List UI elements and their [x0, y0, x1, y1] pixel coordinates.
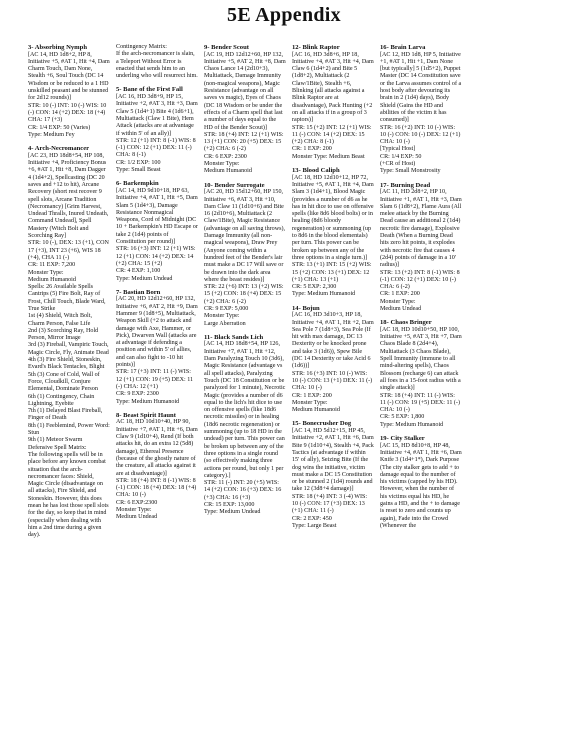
column-3	[204, 44, 286, 732]
entry-title: 13- Blood Caliph	[292, 167, 340, 175]
column-5	[380, 44, 462, 732]
entry-title: 10- Bender Surrogate	[204, 181, 265, 189]
entry	[292, 420, 374, 530]
entry-body: [AC 14, HD 9d10+18, HP 63, Initiative +4, #AT 1, Hit +5, Dam Slam 5 (1d4+3), Damage Resistance Nonmagical Weapons, Cord of Midnight (DC 10 + Barkempkin's HD Escape or take 2 (1d4) points of Constitution per round)] STR: 16 (+3) INT: 12 (+1) WIS: 12 (+1) CON: 14 (+2) DEX: 14 (+2) CHA: 15 (+2) CR: 4 EXP: 1,100 Type: Medium Undead	[116, 187, 198, 282]
entry	[204, 182, 286, 328]
entry-body: AC 18, HD 10d10+40, HP 90, Initiative +7, #AT 1, Hit +6, Dam Claw 9 (1d10+4), Rend (If both attacks hit, do an extra 12 (5d8) damage), Ethereal Presence (because of the ghostly nature of the creature, all attacks against it are at disadvantage)] STR: 18 (+4) INT: 8 (-1) WIS: 8 (-1) CON: 18 (+4) DEX: 18 (+4) CHA: 10 (-) CR: 6 EXP:2300 Monster Type: Medium Undead	[116, 419, 198, 521]
entry-body: [AC 16, HD 3d8+9, HP 15, Initiative +2, #AT 3, Hit +3, Dam Claw 5 (1d4+1) Bite 4 (1d6+1), Multiattack (Claw 1 Bite), Hem Attack (attacks are at advantage if within 5' of an ally)] STR: 12 (+1) INT: 8 (-1) WIS: 8 (-1) CON: 12 (+1) DEX: 11 (-) CHA: 8 (-1) CR: 1/2 EXP: 100 Type: Small Beast	[116, 94, 198, 174]
page-columns	[28, 44, 550, 732]
entry-title: 6- Barkempkin	[116, 180, 159, 188]
entry	[292, 305, 374, 415]
entry	[380, 435, 462, 530]
entry-body: [AC 11, HD 2d8+2, HP 10, Initiative +1, #AT 1, Hit +3, Dam Slam 6 (1d8+2), Flame Aura (All melee attack by the Burning Dead cause an additional 2 (1d4) necrotic fire damage), Explosive Death (When a Burning Dead hits zero hit points, it explodes with necrotic fire that causes 4 (2d4) points of damage in a 10' radius)] STR: 13 (+2) INT: 8 (-1) WIS: 8 (-1) CON: 12 (+1) DEX: 10 (-) CHA: 6 (-2) CR: 1 EXP: 200 Monster Type: Medium Undead	[380, 189, 462, 312]
entry	[380, 182, 462, 314]
entry-body: [AC 16, HD 3d10+3, HP 18, Initiative +4, #AT 1, Hit +2, Dam Sea Pole 7 (1d8+3), Sea Pole (If hit with max damage, DC 13 Dexterity or be knocked prone and take 3 (1d6)), Spew Bile (DC 14 Dexterity or take Acid 6 (1d6))] STR: 16 (+3) INT: 10 (-) WIS: 10 (-) CON: 13 (+1) DEX: 11 (-) CHA: 10 (-) CR: 1 EXP: 200 Monster Type: Medium Humanoid	[292, 312, 374, 414]
entry-body: [AC 14, HD 5d12+15, HP 45, Initiative +2, #AT 1, Hit +6, Dam Bite 9 (1d10+4), Stealth +4, Pack Tactics (at advantage if within 15' of ally), Seizing Bite (If the dog wins the initiative, victim must make a DC 15 Constitution or be stunned 2 (1d4) rounds and take 12 (3d8+4 damage)] STR: 18 (+4) INT: 3 (-4) WIS: 10 (-) CON: 17 (+3) DEX: 13 (+1) CHA: 11 (-) CR: 2 EXP: 450 Type: Large Beast	[292, 428, 374, 529]
entry-title: 19- City Stalker	[380, 435, 425, 443]
entry-title: 5- Bane of the First Fall	[116, 86, 183, 94]
page-title: 5E Appendix	[227, 4, 341, 26]
entry-body: [AC 19, HD 12d12+60, HP 132, Initiative +5, #AT 2, Hit +8, Dam Chaos Lance 14 (2d10+3), Multiattack, Damage Immunity (non-magical weapons), Magic Resistance (advantage on all saves vs magic), Eyes of Chaos (DC 18 Wisdom or be under the effects of a Charm spell that last a number of days equal to the HD of the Bender Scout)] STR: 18 (+4) INT: 12 (+1) WIS: 13 (+1) CON: 20 (+5) DEX: 15 (+2) CHA: 6 (-2) CR: 6 EXP: 2300 Monster Type: Medium Humanoid	[204, 51, 286, 175]
entry	[380, 319, 462, 429]
entry	[292, 167, 374, 299]
entry-title: 15- Bonecrusher Dog	[292, 420, 352, 428]
entry	[116, 86, 198, 174]
column-4	[292, 44, 374, 732]
entry-body: [AC 20, HD 15d12+60, HP 150, Initiative +6, #AT 3, Hit +10, Dam Claw 11 (1d10+6) and Bite 16 (2d10+6), Multiattack (2 Claw/1Bite), Magic Resistance (advantage on all saving throws), Damage Immunity (all non-magical weapons), Draw Prey (Anyone coming within a hundred feet of the Bender's lair must make a DC 17 Will save or be drawn into the dark area where the beast resides)] STR: 22 (+6) INT: 13 (+2) WIS: 15 (+2) CON: 18 (+4) DEX: 15 (+2) CHA: 6 (-2) CR: 9 EXP: 5,000 Monster Type: Large Aberration	[204, 189, 286, 327]
entry-body: [AC 18, HD 10d10+50, HP 100, Initiative +5, #AT 3, Hit +7, Dam Chaos Blade 8 (2d4+4), Multiattack (3 Chaos Blade), Spell Immunity (immune to all mind-altering spells), Chaos Blossom (recharge 6) can attack all foes in a 15-foot radius with a single attack)] STR: 18 (+4) INT: 11 (-) WIS: 11 (-) CON: 19 (+5) DEX: 11 (-) CHA: 10 (-) CR: 5 EXP: 1,800 Type: Medium Humanoid	[380, 326, 462, 428]
entry-title: 11- Black Sands Lich	[204, 333, 264, 341]
entry-body: [AC 12, HD 1d8, HP 5, Initiative +1, #AT 1, Hit +1, Dam None [but typically] 5 (1d5+2), Puppet Master (DC 14 Constitution save or the Larva assumes control of a host body after devouring its brain in 2 (1d4) days), Body Shield (Gains the HD and abilities of the victim it has consumed)] STR: 16 (+2) INT: 10 (-) WIS: 10 (-) CON: 10 (-) DEX: 12 (+1) CHA: 10 (-) [Typical Host] CR: 1/4 EXP: 50 (+CR of Host) Type: Small Monstrosity	[380, 51, 462, 175]
entry	[116, 44, 198, 80]
entry-body: [AC 16, HD 3d8+6, HP 18, Initiative +4, #AT 3, Hit +4, Dam Claw 6 (1d4+2) and Bite 5 (1d8+2), Multiattack (2 Claw/1Bite), Stealth +6, Blinking (all attacks against a Blink Raptor are at disadvantage), Pack Hunting (+2 on all attacks if in a group of 3 raptors)] STR: 15 (+2) INT: 12 (+1) WIS: 11 (-) CON: 14 (+2) DEX: 15 (+2) CHA: 8 (-1) CR: 1 EXP: 200 Monster Type: Medium Beast	[292, 51, 374, 160]
entry	[204, 334, 286, 517]
entry-body: [AC 15, HD 8d10+8, HP 48, Initiative +4, #AT 1, Hit +6, Dam Knife 3 (1d4+1*), Dark Purpose (The city stalker gets to add + to damage equal to the number of his victims (capped by his HD). However, when the number of his victims equal his HD, he gains a HD, and the + to damage is reset to zero and counts up again), Fade into the Crowd (Whenever the	[380, 442, 464, 529]
entry-body: [AC 20, HD 12d12+60, HP 132, Initiative +6, #AT 2, Hit +9, Dam Hammer 9 (1d8+5), Multiattack, Weapon Skill (+2 to attack and damage with Axe, Hammer, or Pick), Dwarven Wall (attacks are at advantage if defending a position and within 5' of allies, and can also fight to -10 hit points)] STR: 17 (+3) INT: 11 (-) WIS: 12 (+1) CON: 19 (+5) DEX: 11 (-) CHA: 12 (+1) CR: 9 EXP: 2300 Type: Medium Humanoid	[116, 296, 198, 405]
entry	[116, 412, 198, 522]
column-1	[28, 44, 110, 732]
entry	[116, 289, 198, 406]
entry-title: 16- Brain Larva	[380, 44, 426, 51]
entry	[28, 44, 110, 139]
entry	[204, 44, 286, 176]
entry-title: 3- Absorbing Nymph	[28, 44, 87, 51]
entry	[380, 44, 462, 176]
entry-body: [AC 23, HD 18d8+54, HP 108, Initiative +4, Proficiency Bonus +6, #AT 1, Hit +8, Dam Dagger 4 (1d4+2), Spellcasting (DC 20 saves and +12 to hit), Arcane Recovery (short rest recover 9 spell slots, Arcane Tradition (Necromancy) [Grim Harvest, Undead Thralls, Inured Undeath, Command Undead], Spell Mastery (Witch Bolt and Scorching Ray] STR: 10 (-), DEX: 13 (+1), CON 17 (+3), INT 23 (+6), WIS 18 (+4), CHA 11 (-) CR: 11 EXP: 7,200 Monster Type: Medium Humanoid Spells: 26 Available Spells Cantrips (5) Fire Bolt, Ray of Frost, Chill Touch, Blade Ward, True Strike 1st (4) Shield, Witch Bolt, Charm Person, False Life 2nd (3) Scorching Ray, Hold Person, Mirror Image 3rd (3) Fireball, Vampiric Touch, Magic Circle, Fly, Animate Dead 4th (3) Fire Shield, Stoneskin, Evard's Black Tentacles, Blight 5th (3) Cone of Cold, Wall of Force, Cloudkill, Conjure Elemental, Dominate Person 6th (1) Contingency, Chain Lightning, Eyebite 7th (1) Delayed Blast Fireball, Finger of Death 8th (1) Feeblemind, Power Word: Stun 9th (1) Meteor Swarm Defensive Spell Matrix: The following spells will be in place before any known combat situation that the arch-necromancer faces: Shield, Magic Circle (disadvantage on all attacks), Fire Shield, and Stoneskin. However, this does mean he has lost those spell slots for the day, so keep that in mind (especially when dealing with him a 2nd time during a given day).	[28, 152, 110, 539]
entry-body: Contingency Matrix: If the arch-necromancer is slain, a Teleport Without Error is enacted that sends him to an underling who will resurrect him.	[116, 44, 198, 80]
entry-title: 7- Bastian Born	[116, 288, 161, 296]
entry-title: 4- Arch-Necromancer	[28, 145, 90, 153]
entry-title: 18- Chaos Bringer	[380, 319, 432, 327]
entry	[28, 145, 110, 539]
entry-body: [AC 18, HD 12d10+12, HP 72, Initiative +5, #AT 1, Hit +4, Dam Slam 3 (1d4+1), Blood Magic (provides a number of d6 as he has in hit dice to use on offensive spells (like 8d6 blood bolts) or in healing (8d6 bloody regeneration) or summoning (up to 8d6 in the blood elementals) per turn. This power can be broken up between any of the three options in a single turn.)] STR: 13 (+1) INT: 15 (+2) WIS: 15 (+2) CON: 13 (+1) DEX: 12 (+1) CHA: 13 (+1) CR: 5 EXP: 2,300 Type: Medium Humanoid	[292, 174, 374, 298]
entry	[116, 180, 198, 282]
entry-body: [AC 14, HD 18d8+54, HP 126, Initiative +7, #AT 1, Hit +12, Dam Paralyzing Touch 10 (3d6), Magic Resistance (advantage vs all spell attacks), Paralyzing Touch (DC 18 Constitution or be paralyzed for 1 minute), Necrotic Magic (provides a number of d6 equal to the lich's hit dice to use on offensive spells (like 18d6 necrotic missiles) or in healing (18d6 necrotic regeneration) or summoning (up to 18 HD in the undead) per turn. This power can be broken up between any of the three options in a single round (so effectively making three actions per round, but only 1 per category).] STR: 11 (-) INT: 20 (+5) WIS: 14 (+2) CON: 16 (+3) DEX: 16 (+3) CHA: 16 (+3) CR: 15 EXP: 13,000 Type: Medium Undead	[204, 341, 286, 516]
column-2	[116, 44, 198, 732]
entry-title: 14- Bojun	[292, 304, 320, 312]
entry-title: 17- Burning Dead	[380, 181, 431, 189]
entry-title: 9- Bender Scout	[204, 44, 249, 51]
entry-body: [AC 14, HD 1d8+2, HP 8, Initiative +5, #AT 1, Hit +4, Dam Charm Touch, Dam None, Stealth +6, Soul Touch (DC 14 Wisdom or be reduced to a 1 HD unskilled peasant and be stunned for 2d12 rounds)] STR: 10 (-) INT: 10 (-) WIS: 10 (-) CON: 14 (+2) DEX: 18 (+4) CHA: 17 (+3) CR: 1/4 EXP: 50 (Varies) Type: Medium Fey	[28, 51, 110, 138]
entry	[292, 44, 374, 161]
entry-title: 8- Beast Spirit Haunt	[116, 411, 176, 419]
entry-title: 12- Blink Raptor	[292, 44, 340, 51]
